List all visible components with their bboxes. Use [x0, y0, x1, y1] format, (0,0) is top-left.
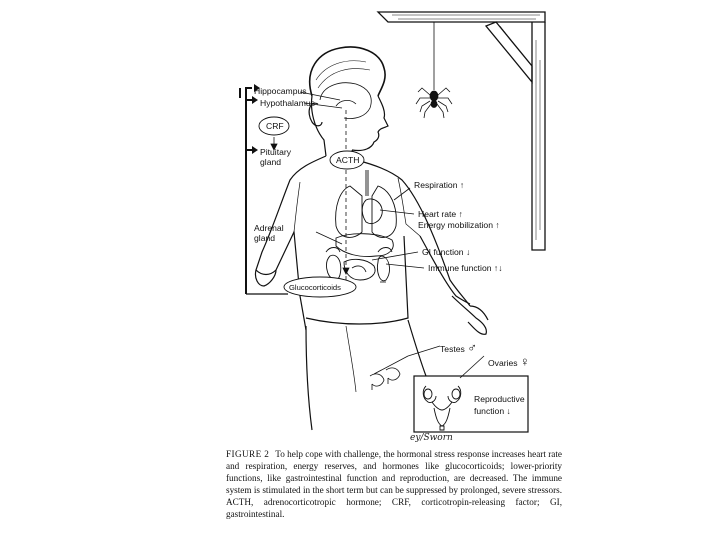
label-testes: Testes ♂: [440, 340, 477, 355]
figure-label: FIGURE 2: [226, 449, 270, 459]
label-respiration: Respiration ↑: [414, 180, 465, 190]
reproductive-box: [414, 376, 528, 432]
internal-organs: [326, 170, 396, 281]
label-energy-mobilization: Energy mobilization ↑: [418, 220, 500, 230]
label-ovaries: Ovaries ♀: [488, 354, 530, 369]
label-heart-rate: Heart rate ↑: [418, 209, 463, 219]
hormone-pathway-lines: [240, 84, 288, 294]
label-gi-function: GI function ↓: [422, 247, 471, 257]
uterus-drawing: [423, 386, 461, 430]
lungs: [336, 186, 362, 237]
label-adrenal-line1: Adrenal: [254, 223, 284, 233]
label-reproductive-line2: function ↓: [474, 406, 511, 416]
artist-signature: ey/Sworn: [410, 433, 453, 443]
caption-text: To help cope with challenge, the hormonal stress response increases heart rate and respiration, energy reserves, and hormones like glucocorticoids; lower-priority functions, like gastrointestinal function and reproduction, are decreased. The immune system is stimulated in the short term but can be suppressed by prolonged, severe stressors. ACTH, adrenocorticotropic hormone; CRF, corticotropin-releasing factor; GI, gastrointestinal.: [226, 449, 562, 520]
label-hippocampus: Hippocampus: [254, 86, 307, 96]
label-adrenal-line2: gland: [254, 233, 276, 243]
testes-drawing: [370, 368, 400, 390]
label-crf: CRF: [266, 121, 284, 131]
label-immune-function: Immune function ↑↓: [428, 263, 503, 273]
label-acth: ACTH: [336, 155, 360, 165]
label-pituitary-line2: gland: [260, 157, 282, 167]
figure-caption: [226, 448, 562, 521]
label-hypothalamus: Hypothalamus: [260, 98, 315, 108]
label-glucocorticoids: Glucocorticoids: [289, 283, 341, 292]
label-reproductive-line1: Reproductive: [474, 394, 525, 404]
label-pituitary-line1: Pituitary: [260, 147, 292, 157]
spider-icon: [416, 22, 452, 118]
